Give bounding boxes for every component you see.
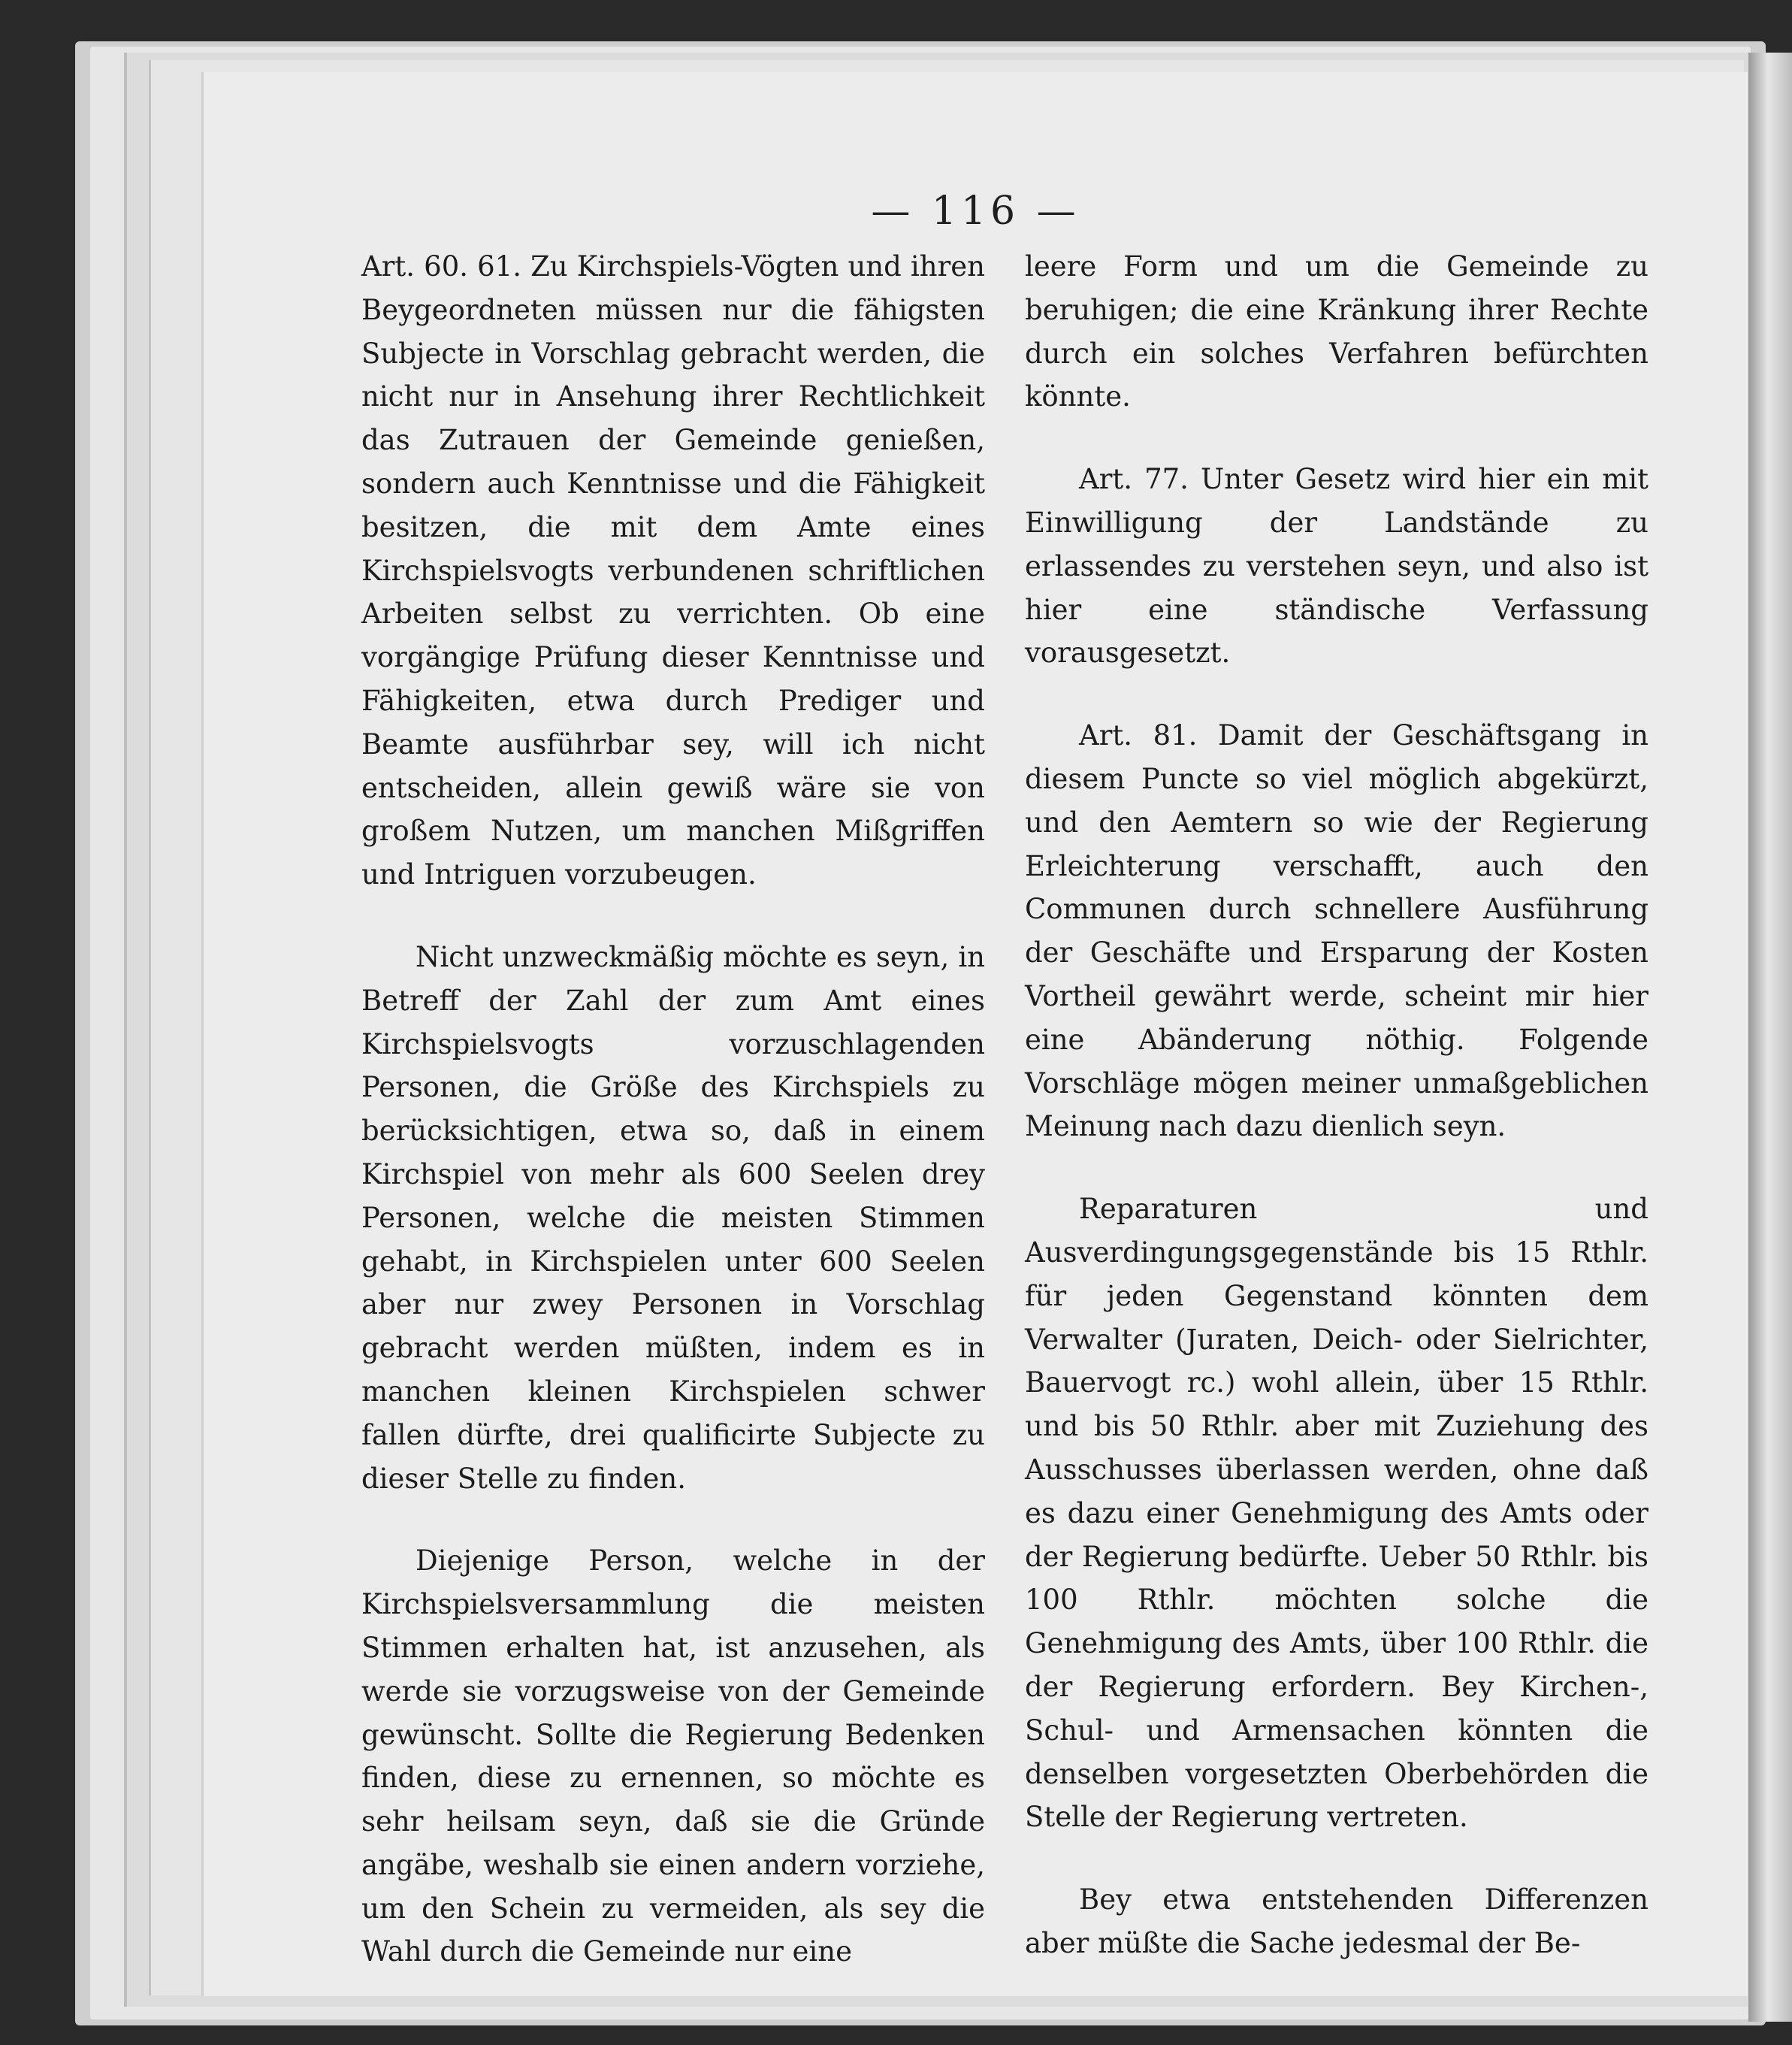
paragraph-continued: leere Form und um die Gemeinde zu beruhigen; die eine Kränkung ihrer Rechte durch ein solches Verfahren befürchten könnte. <box>1025 250 1648 413</box>
page-number: — 116 — <box>871 189 1080 234</box>
book-page <box>201 72 1748 1996</box>
left-column <box>361 245 985 1974</box>
paragraph-art-60-61: Art. 60. 61. Zu Kirchspiels-Vögten und ihren Beygeordneten müssen nur die fähigsten Subjecte in Vorschlag gebracht werden, die nicht nur in Ansehung ihrer Rechtlichkeit das Zutrauen der Gemeinde genießen, sondern auch Kenntnisse und die Fähigkeit besitzen, die mit dem Amte eines Kirchspielsvogts verbundenen schriftlichen Arbeiten selbst zu verrichten. Ob eine vorgängige Prüfung dieser Kenntnisse und Fähigkeiten, etwa durch Prediger und Beamte ausführbar sey, will ich nicht entscheiden, allein gewiß wäre sie von großem Nutzen, um manchen Mißgriffen und Intriguen vorzubeugen. <box>361 250 985 891</box>
paragraph-art-77: Art. 77. Unter Gesetz wird hier ein mit Einwilligung der Landstände zu erlassendes zu verstehen seyn, und also ist hier eine ständische Verfassung vorausgesetzt. <box>1025 463 1648 670</box>
facing-page-edge <box>1748 53 1792 2022</box>
paragraph: Reparaturen und Ausverdingungsgegenstände bis 15 Rthlr. für jeden Gegenstand könnten dem Verwalter (Juraten, Deich- oder Sielrichter, Bauervogt rc.) wohl allein, über 15 Rthlr. und bis 50 Rthlr. aber mit Zuziehung des Ausschusses überlassen werden, ohne daß es dazu einer Genehmigung des Amts oder der Regierung bedürfte. Ueber 50 Rthlr. bis 100 Rthlr. möchten solche die Genehmigung des Amts, über 100 Rthlr. die der Regierung erfordern. Bey Kirchen-, Schul- und Armensachen könnten die denselben vorgesetzten Oberbehörden die Stelle der Regierung vertreten. <box>1025 1193 1648 1834</box>
paragraph: Diejenige Person, welche in der Kirchspielsversammlung die meisten Stimmen erhalten hat, ist anzusehen, als werde sie vorzugsweise von der Gemeinde gewünscht. Sollte die Regierung Bedenken finden, diese zu ernennen, so möchte es sehr heilsam seyn, daß sie die Gründe angäbe, weshalb sie einen andern vorziehe, um den Schein zu vermeiden, als sey die Wahl durch die Gemeinde nur eine <box>361 1544 985 1968</box>
paragraph: Bey etwa entstehenden Differenzen aber müßte die Sache jedesmal der Be- <box>1025 1883 1648 1959</box>
right-column <box>1025 245 1648 1965</box>
paragraph: Nicht unzweckmäßig möchte es seyn, in Betreff der Zahl der zum Amt eines Kirchspielsvogts vorzuschlagenden Personen, die Größe des Kirchspiels zu berücksichtigen, etwa so, daß in einem Kirchspiel von mehr als 600 Seelen drey Personen, welche die meisten Stimmen gehabt, in Kirchspielen unter 600 Seelen aber nur zwey Personen in Vorschlag gebracht werden müßten, indem es in manchen kleinen Kirchspielen schwer fallen dürfte, drei qualificirte Subjecte zu dieser Stelle zu finden. <box>361 940 985 1495</box>
paragraph-art-81: Art. 81. Damit der Geschäftsgang in diesem Puncte so viel möglich abgekürzt, und den Aemtern so wie der Regierung Erleichterung verschafft, auch den Communen durch schnellere Ausführung der Geschäfte und Ersparung der Kosten Vortheil gewährt werde, scheint mir hier eine Abänderung nöthig. Folgende Vorschläge mögen meiner unmaßgeblichen Meinung nach dazu dienlich seyn. <box>1025 719 1648 1143</box>
